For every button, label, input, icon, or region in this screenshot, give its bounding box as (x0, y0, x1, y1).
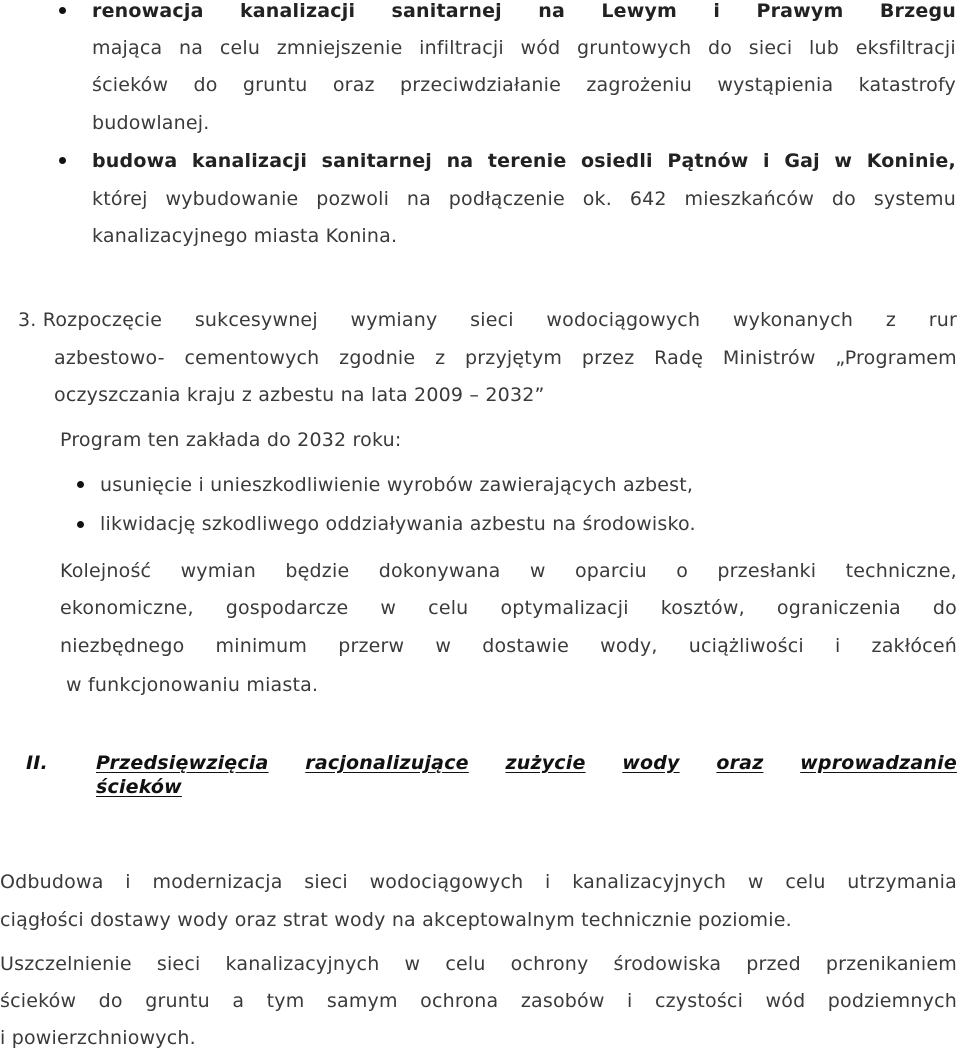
word: do (708, 37, 733, 59)
word: ścieków (0, 990, 77, 1012)
word: celu (785, 871, 826, 893)
word: przyjętym (465, 347, 563, 369)
word: zgodnie (339, 347, 416, 369)
word: będzie (285, 560, 350, 582)
word: zakłóceń (871, 635, 957, 657)
word: w (529, 560, 546, 582)
word: wody (622, 752, 680, 774)
word: do (932, 597, 957, 619)
word: Radę (654, 347, 704, 369)
bullet-2-line-1 (92, 188, 956, 210)
bullet-1-title (92, 0, 956, 22)
word: wodociągowych (369, 871, 524, 893)
word: zasobów (520, 990, 605, 1012)
word: rur (928, 309, 957, 331)
word: ochrony (510, 953, 589, 975)
word: i (713, 0, 721, 22)
word: i (125, 871, 131, 893)
word: osiedli (580, 150, 653, 172)
bullet-2-line-2: kanalizacyjnego miasta Konina. (92, 225, 398, 247)
word: ekonomiczne, (60, 597, 194, 619)
order-line-3 (60, 635, 957, 657)
word: wód (765, 990, 806, 1012)
order-line-1 (60, 560, 957, 582)
word: katastrofy (858, 74, 956, 96)
word: w (380, 597, 397, 619)
word: kanalizacyjnych (572, 871, 727, 893)
word: tym (266, 990, 305, 1012)
word: kanalizacyjnych (225, 953, 380, 975)
word: wymian (180, 560, 257, 582)
paragraph-2-line-1 (0, 953, 957, 975)
word: budowa (92, 150, 178, 172)
word: Lewym (601, 0, 678, 22)
word: Przedsięwzięcia (96, 752, 269, 774)
word: modernizacja (152, 871, 283, 893)
word: w (435, 635, 452, 657)
paragraph-2-line-2 (0, 990, 957, 1012)
word: celu (219, 37, 261, 59)
word: Ministrów (722, 347, 816, 369)
word: w (834, 150, 853, 172)
paragraph-1-line-2: ciągłości dostawy wody oraz strat wody na akceptowalnym technicznie poziomie. (0, 909, 792, 931)
bullet-2-title (92, 150, 956, 172)
word: w (404, 953, 421, 975)
word: samym (326, 990, 398, 1012)
word: gruntowych (577, 37, 692, 59)
section-2-title-line-2: ścieków (96, 776, 182, 798)
word: techniczne, (845, 560, 957, 582)
word: oparciu (574, 560, 647, 582)
word: i (763, 150, 770, 172)
word: i (627, 990, 633, 1012)
word: wodociągowych (546, 309, 701, 331)
word: sanitarnej (321, 150, 433, 172)
bullet-marker (77, 481, 84, 488)
bullet-1-line-2 (92, 74, 956, 96)
word: zmniejszenie (276, 37, 403, 59)
word: a (232, 990, 245, 1012)
order-line-4: w funkcjonowaniu miasta. (66, 674, 319, 696)
word: sieci (470, 309, 514, 331)
word: wprowadzanie (800, 752, 957, 774)
section-2-numeral: II. (26, 752, 48, 774)
section-3-line-3: oczyszczania kraju z azbestu na lata 2009 – 2032” (54, 384, 545, 406)
word: przenikaniem (825, 953, 957, 975)
word: minimum (215, 635, 308, 657)
word: pozwoli (316, 188, 390, 210)
order-line-2 (60, 597, 957, 619)
word: wybudowanie (165, 188, 299, 210)
word: Brzegu (879, 0, 956, 22)
word: lub (809, 37, 840, 59)
word: Uszczelnienie (0, 953, 132, 975)
word: wody, (600, 635, 658, 657)
word: azbestowo- (54, 347, 165, 369)
word: przez (581, 347, 635, 369)
paragraph-1-line-1 (0, 871, 957, 893)
program-item-2: likwidację szkodliwego oddziaływania azbestu na środowisko. (100, 513, 696, 535)
word: infiltracji (419, 37, 504, 59)
word: przerw (338, 635, 405, 657)
word: cementowych (184, 347, 320, 369)
word: na (538, 0, 565, 22)
word: 3. Rozpoczęcie (18, 309, 163, 331)
word: celu (428, 597, 469, 619)
word: do (831, 188, 856, 210)
word: z (435, 347, 446, 369)
section-3-line-2 (54, 347, 957, 369)
word: wód (520, 37, 561, 59)
word: wykonanych (732, 309, 854, 331)
bullet-marker (77, 521, 84, 528)
word: eksfiltracji (855, 37, 956, 59)
word: o (676, 560, 689, 582)
bullet-1-line-3: budowlanej. (92, 112, 210, 134)
section-3-line-1 (18, 309, 957, 331)
word: sanitarnej (391, 0, 502, 22)
word: sieci (748, 37, 793, 59)
word: dokonywana (378, 560, 501, 582)
word: wystąpienia (717, 74, 834, 96)
word: dostawie (482, 635, 570, 657)
program-intro: Program ten zakłada do 2032 roku: (60, 429, 402, 451)
word: ochrona (420, 990, 499, 1012)
word: sukcesywnej (194, 309, 318, 331)
word: Koninie, (866, 150, 956, 172)
word: ścieków (92, 74, 169, 96)
word: do (98, 990, 123, 1012)
word: zagrożeniu (586, 74, 693, 96)
word: Gaj (784, 150, 820, 172)
word: na (406, 188, 431, 210)
word: Prawym (756, 0, 844, 22)
word: utrzymania (847, 871, 957, 893)
word: ograniczenia (776, 597, 901, 619)
word: której (92, 188, 148, 210)
word: i (834, 635, 841, 657)
word: gruntu (145, 990, 210, 1012)
word: 642 (629, 188, 667, 210)
word: sieci (304, 871, 348, 893)
word: celu (445, 953, 486, 975)
word: renowacja (92, 0, 204, 22)
word: na (446, 150, 474, 172)
bullet-marker (59, 157, 66, 164)
word: Kolejność (60, 560, 152, 582)
word: podłączenie (448, 188, 565, 210)
word: systemu (873, 188, 956, 210)
word: do (193, 74, 218, 96)
word: niezbędnego (60, 635, 185, 657)
word: wymiany (350, 309, 438, 331)
word: przesłanki (717, 560, 817, 582)
word: i (545, 871, 551, 893)
word: sieci (156, 953, 201, 975)
word: kanalizacji (191, 150, 308, 172)
word: podziemnych (827, 990, 957, 1012)
word: w (747, 871, 764, 893)
word: zużycie (505, 752, 586, 774)
word: optymalizacji (500, 597, 629, 619)
word: mieszkańców (684, 188, 815, 210)
word: ok. (582, 188, 613, 210)
word: na (179, 37, 204, 59)
word: racjonalizujące (305, 752, 469, 774)
word: z (885, 309, 896, 331)
bullet-marker (59, 7, 66, 14)
word: Odbudowa (0, 871, 104, 893)
word: kanalizacji (239, 0, 356, 22)
word: oraz (716, 752, 764, 774)
program-item-1: usunięcie i unieszkodliwienie wyrobów zawierających azbest, (100, 474, 694, 496)
word: „Programem (835, 347, 957, 369)
word: czystości (654, 990, 744, 1012)
word: terenie (487, 150, 567, 172)
word: Pątnów (667, 150, 749, 172)
section-2-title-line-1 (96, 752, 957, 774)
word: gospodarcze (225, 597, 349, 619)
word: oraz (332, 74, 375, 96)
word: przed (746, 953, 801, 975)
word: kosztów, (660, 597, 745, 619)
bullet-1-line-1 (92, 37, 956, 59)
paragraph-2-line-3: i powierzchniowych. (0, 1027, 196, 1049)
word: gruntu (242, 74, 308, 96)
word: środowiska (613, 953, 722, 975)
word: mająca (92, 37, 163, 59)
word: uciążliwości (688, 635, 804, 657)
word: przeciwdziałanie (400, 74, 562, 96)
